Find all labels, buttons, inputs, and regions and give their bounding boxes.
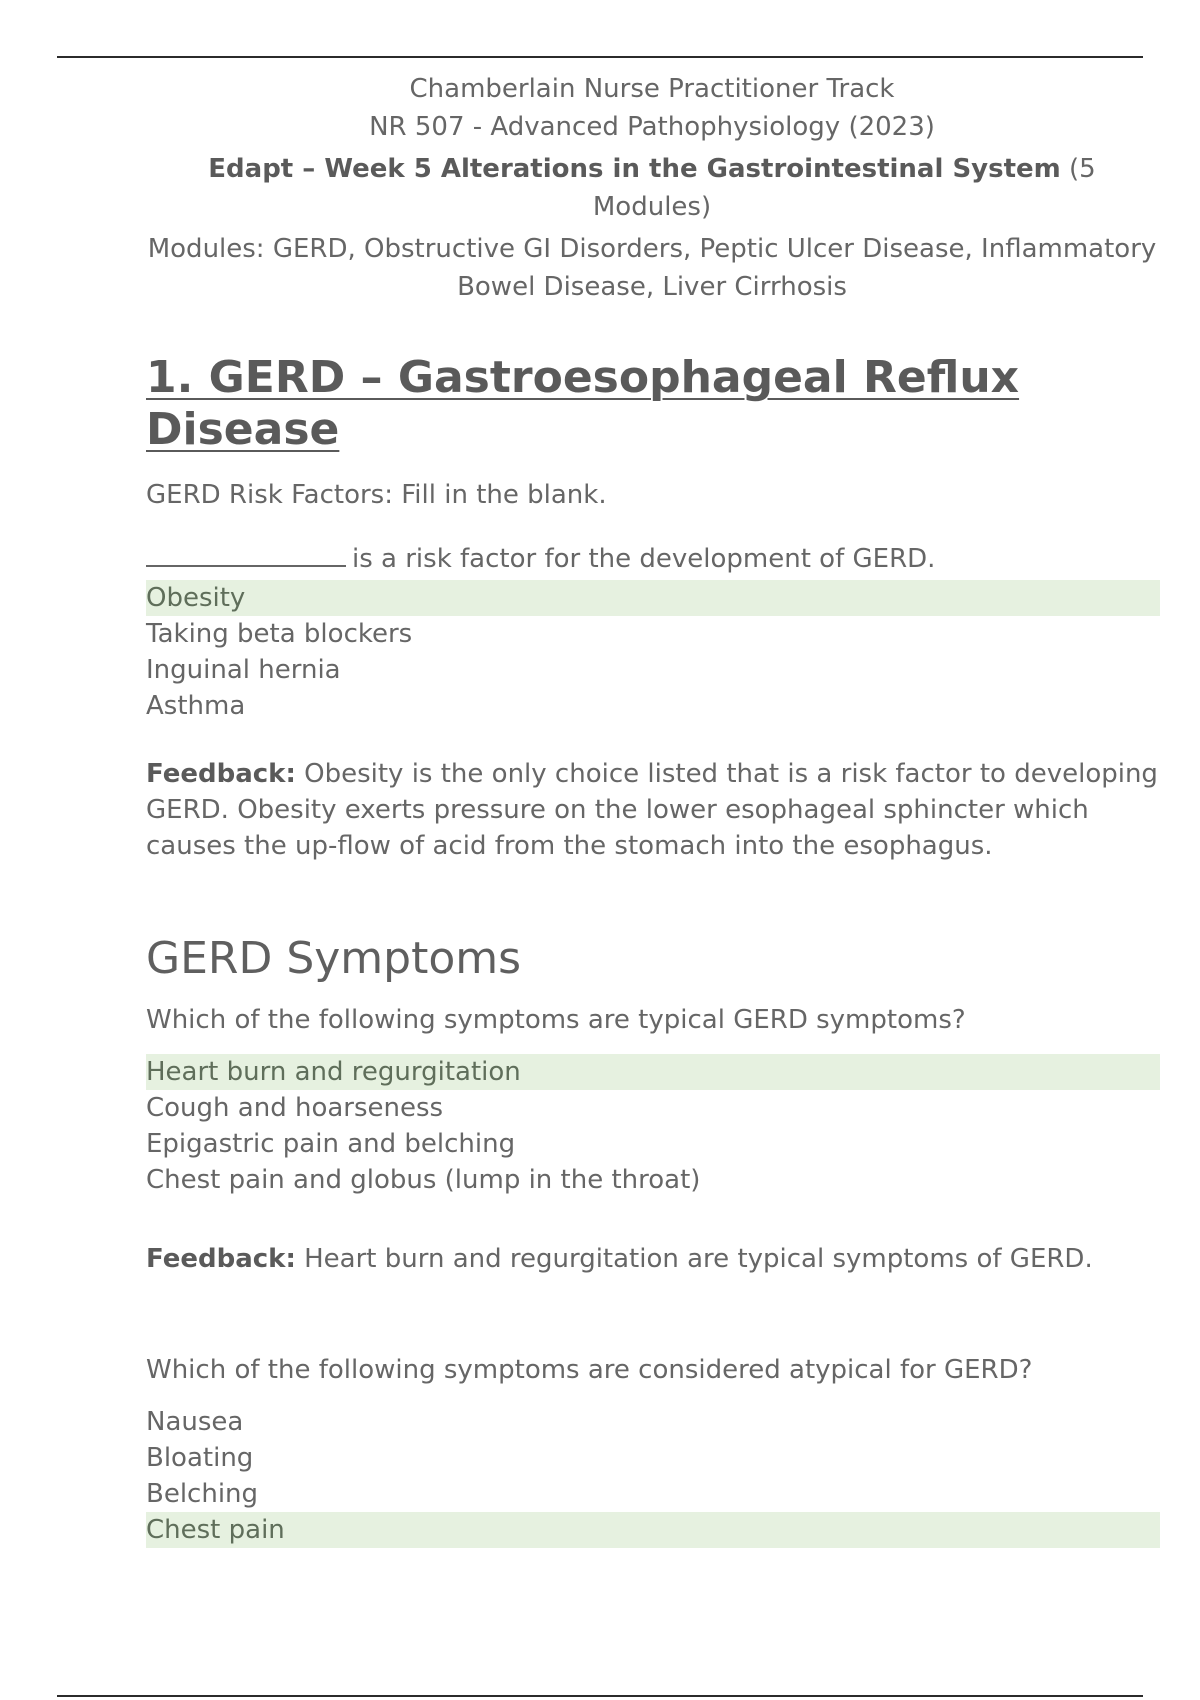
header-week-title-bold: Edapt – Week 5 Alterations in the Gastrointestinal System xyxy=(208,154,1061,184)
section-title-symptoms: GERD Symptoms xyxy=(146,933,522,984)
option-correct: Chest pain xyxy=(146,1512,1160,1548)
atypical-symptom-options xyxy=(146,1404,1160,1548)
option: Epigastric pain and belching xyxy=(146,1129,516,1159)
typical-symptoms-question: Which of the following symptoms are typical GERD symptoms? xyxy=(146,1005,966,1035)
option: Chest pain and globus (lump in the throat) xyxy=(146,1165,701,1195)
symptoms-feedback xyxy=(146,1241,1158,1277)
risk-factors-intro: GERD Risk Factors: Fill in the blank. xyxy=(146,480,607,510)
typical-symptom-options xyxy=(146,1054,1160,1198)
header-modules xyxy=(146,230,1158,306)
document-header xyxy=(146,70,1158,306)
bottom-rule xyxy=(57,1695,1143,1697)
option: Bloating xyxy=(146,1443,254,1473)
top-rule xyxy=(57,56,1143,58)
feedback-text: Heart burn and regurgitation are typical symptoms of GERD. xyxy=(295,1244,1093,1274)
option: Belching xyxy=(146,1479,259,1509)
atypical-symptoms-question: Which of the following symptoms are considered atypical for GERD? xyxy=(146,1355,1033,1385)
option-correct: Heart burn and regurgitation xyxy=(146,1054,1160,1090)
risk-factor-question-text: is a risk factor for the development of GERD. xyxy=(352,544,936,574)
fill-in-blank xyxy=(146,543,346,567)
section-title-gerd: 1. GERD – Gastroesophageal Reflux Disease xyxy=(146,352,1020,455)
feedback-label: Feedback: xyxy=(146,1244,296,1274)
risk-factor-feedback xyxy=(146,756,1158,864)
header-modules-line1: Modules: GERD, Obstructive GI Disorders, Peptic Ulcer Disease, Inflammatory xyxy=(147,234,1157,264)
option-correct: Obesity xyxy=(146,580,1160,616)
option: Inguinal hernia xyxy=(146,655,341,685)
feedback-text: Obesity is the only choice listed that is a risk factor to developing GERD. Obesity exerts pressure on the lower esophageal sphincter which causes the up-flow of acid from the stomach into the esophagus. xyxy=(146,759,1158,861)
option: Nausea xyxy=(146,1407,244,1437)
option: Taking beta blockers xyxy=(146,619,413,649)
option: Asthma xyxy=(146,691,246,721)
risk-factor-options xyxy=(146,580,1160,724)
header-course: NR 507 - Advanced Pathophysiology (2023) xyxy=(369,112,935,142)
risk-factor-question xyxy=(146,541,1158,577)
header-week-title xyxy=(146,150,1158,226)
feedback-label: Feedback: xyxy=(146,759,296,789)
option: Cough and hoarseness xyxy=(146,1093,444,1123)
header-program: Chamberlain Nurse Practitioner Track xyxy=(409,74,895,104)
header-modules-line2: Bowel Disease, Liver Cirrhosis xyxy=(457,272,847,302)
header-week-title-rest: (5 Modules) xyxy=(592,154,1096,222)
